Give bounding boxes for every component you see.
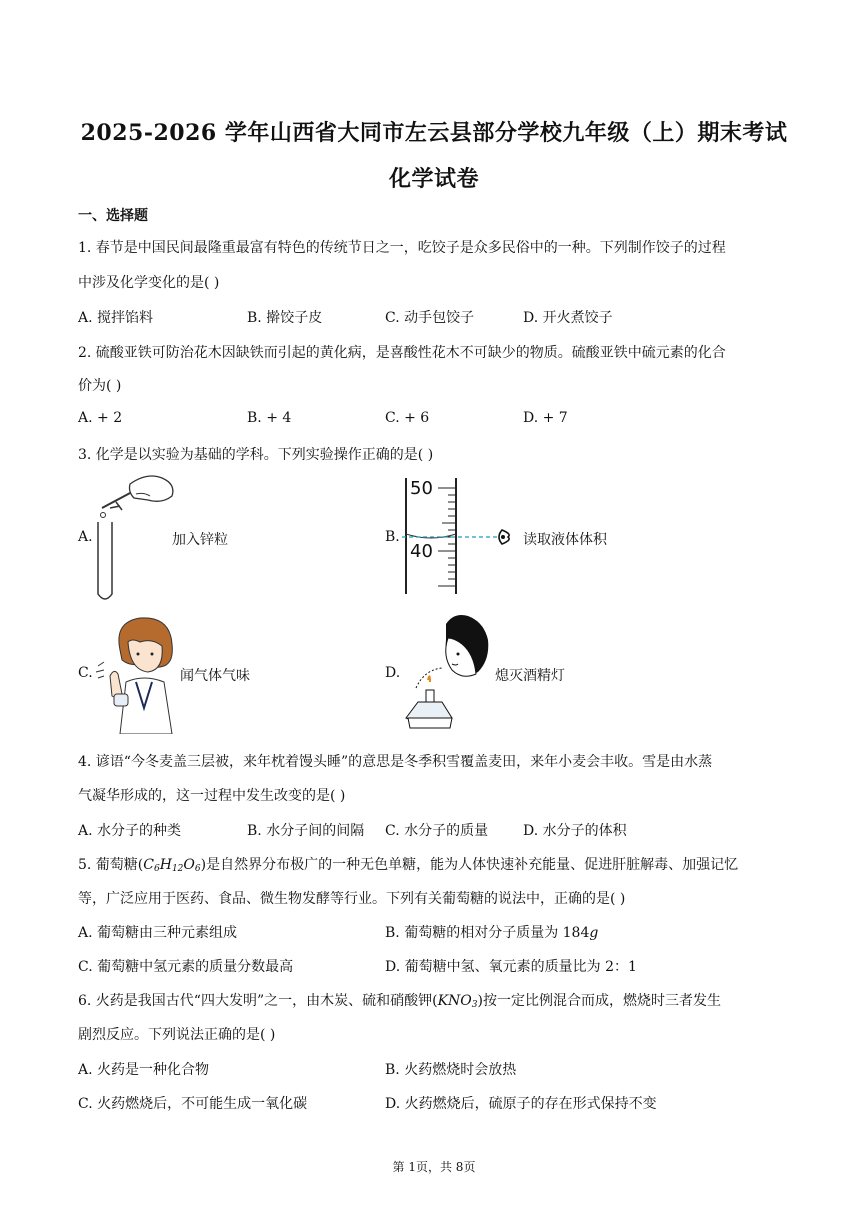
q2-option-d: D. + 7 <box>523 410 568 426</box>
q6-option-b: B. 火药燃烧时会放热 <box>385 1062 517 1078</box>
q6-option-c: C. 火药燃烧后，不可能生成一氧化碳 <box>78 1096 308 1112</box>
q5-prefix: 5. 葡萄糖( <box>78 857 144 873</box>
q6-option-a: A. 火药是一种化合物 <box>78 1062 210 1078</box>
q5-option-b-unit: g <box>589 925 599 941</box>
q5-option-b-text: B. 葡萄糖的相对分子质量为 184 <box>385 925 590 941</box>
q1-option-c: C. 动手包饺子 <box>385 310 475 326</box>
exam-title-line2: 化学试卷 <box>388 166 479 192</box>
q1-stem-line2: 中涉及化学变化的是( ) <box>78 275 220 291</box>
q6-formula-sub-3: 3 <box>471 1000 478 1010</box>
q5-formula-sub-6a: 6 <box>154 864 160 874</box>
graduated-cylinder-illustration <box>398 476 523 596</box>
q4-option-d: D. 水分子的体积 <box>523 823 627 839</box>
q3-option-a-letter: A. <box>78 529 93 545</box>
q3-option-b-caption: 读取液体体积 <box>523 532 607 548</box>
q1-option-d: D. 开火煮饺子 <box>523 310 613 326</box>
q6-stem-rest: )按一定比例混合而成，燃烧时三者发生 <box>477 993 721 1009</box>
smelling-gas-illustration <box>92 612 187 734</box>
q6-stem-line2: 剧烈反应。下列说法正确的是( ) <box>78 1027 276 1043</box>
q5-formula-sub-6b: 6 <box>194 864 201 874</box>
q4-option-a: A. 水分子的种类 <box>78 823 182 839</box>
q5-stem-rest: )是自然界分布极广的一种无色单糖，能为人体快速补充能量、促进肝脏解毒、加强记忆 <box>200 857 739 873</box>
q3-option-d-caption: 熄灭酒精灯 <box>495 668 565 684</box>
q2-stem-line1: 2. 硫酸亚铁可防治花木因缺铁而引起的黄化病，是喜酸性花木不可缺少的物质。硫酸亚铁中硫元素的化合 <box>78 345 726 361</box>
q5-formula-sub-12: 12 <box>171 864 184 874</box>
cylinder-tick-50: 50 <box>410 478 433 499</box>
q5-stem-line2: 等，广泛应用于医药、食品、微生物发酵等行业。下列有关葡萄糖的说法中，正确的是( ) <box>78 891 626 907</box>
q2-stem-line2: 价为( ) <box>78 378 122 394</box>
q5-option-d: D. 葡萄糖中氢、氧元素的质量比为 2：1 <box>385 959 637 975</box>
q5-option-c: C. 葡萄糖中氢元素的质量分数最高 <box>78 959 294 975</box>
q2-option-a: A. + 2 <box>78 410 123 426</box>
q3-option-c-caption: 闻气体气味 <box>180 668 250 684</box>
q1-option-a: A. 搅拌馅料 <box>78 310 154 326</box>
q6-option-d: D. 火药燃烧后，硫原子的存在形式保持不变 <box>385 1096 657 1112</box>
page-footer: 第 1页，共 8页 <box>392 1160 476 1174</box>
q4-stem-line1: 4. 谚语“今冬麦盖三层被，来年枕着馒头睡”的意思是冬季积雪覆盖麦田，来年小麦会丰收。雪是由水蒸 <box>78 754 713 770</box>
q5-stem-line1 <box>78 854 738 874</box>
q4-option-b: B. 水分子间的间隔 <box>247 823 365 839</box>
q4-stem-line2: 气凝华形成的，这一过程中发生改变的是( ) <box>78 788 346 804</box>
q4-option-c: C. 水分子的质量 <box>385 823 489 839</box>
q2-option-c: C. + 6 <box>385 410 430 426</box>
cylinder-tick-40: 40 <box>410 541 433 562</box>
section-heading: 一、选择题 <box>78 208 148 224</box>
q5-option-a: A. 葡萄糖由三种元素组成 <box>78 925 238 941</box>
q5-option-b <box>385 922 598 942</box>
q3-option-a-caption: 加入锌粒 <box>172 532 228 548</box>
q1-stem-line1: 1. 春节是中国民间最隆重最富有特色的传统节日之一，吃饺子是众多民俗中的一种。下列制作饺子的过程 <box>78 240 726 256</box>
q3-stem: 3. 化学是以实验为基础的学科。下列实验操作正确的是( ) <box>78 447 434 463</box>
alcohol-lamp-illustration <box>398 610 493 735</box>
q3-option-d-letter: D. <box>385 665 401 681</box>
q3-option-b-letter: B. <box>385 529 400 545</box>
q5-formula-o: O <box>183 857 195 873</box>
q1-option-b: B. 擀饺子皮 <box>247 310 323 326</box>
exam-title-line1: 2025-2026 学年山西省大同市左云县部分学校九年级（上）期末考试 <box>80 120 788 146</box>
q2-option-b: B. + 4 <box>247 410 292 426</box>
q5-formula-c: C <box>143 857 154 873</box>
q3-option-c-letter: C. <box>78 665 93 681</box>
q5-formula-h: H <box>159 857 172 873</box>
q6-formula-kno: KNO <box>437 993 472 1009</box>
q6-prefix: 6. 火药是我国古代“四大发明”之一，由木炭、硫和硝酸钾( <box>78 993 438 1009</box>
q6-stem-line1 <box>78 990 721 1010</box>
test-tube-zinc-illustration <box>92 470 182 605</box>
